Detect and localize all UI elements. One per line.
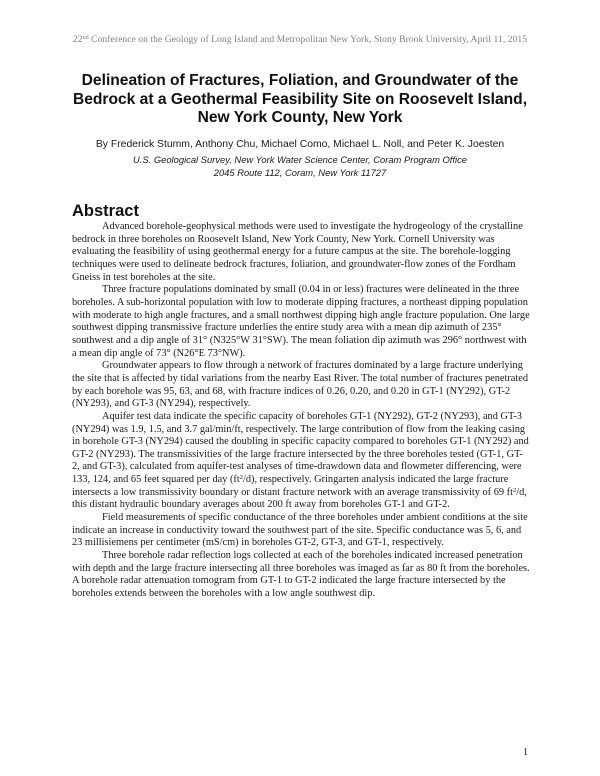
paragraph-4-part-c: /d, this distant hydraulic boundary averages about 200 ft away from boreholes GT-1 and GT-2. (72, 486, 527, 511)
header-ordinal: 22 (72, 34, 83, 45)
affiliation-organization: U.S. Geological Survey, New York Water Science Center, Coram Program Office (133, 154, 467, 165)
abstract-paragraph-3: Groundwater appears to flow through a network of fractures dominated by a large fracture underlying the site that is affected by tidal variations from the nearby East River. The total number of fractures penetrated by each borehole was 95, 63, and 68, with fracture indices of 0.26, 0.20, and 0.20 in GT-1 (NY292), GT-2 (NY293), and GT-3 (NY294), respectively. (72, 360, 529, 410)
superscript-squared: 2 (512, 486, 517, 494)
header-text: Conference on the Geology of Long Island and Metropolitan New York, Stony Brook University, April 11, 2015 (88, 34, 528, 45)
page-number: 1 (523, 747, 528, 758)
paper-title: Delineation of Fractures, Foliation, and Groundwater of the Bedrock at a Geothermal Feasibility Site on Roosevelt Island, New York County, New York (72, 72, 528, 126)
abstract-body (72, 221, 530, 601)
abstract-paragraph-1: Advanced borehole-geophysical methods were used to investigate the hydrogeology of the crystalline bedrock in three boreholes on Roosevelt Island, New York County, New York. Cornell University was evaluating the feasibility of using geothermal energy for a future campus at the site. The borehole-logging techniques were used to delineate bedrock fractures, foliation, and groundwater-flow zones of the Fordham Gneiss in test boreholes at the site. (72, 221, 523, 283)
abstract-paragraph-6: Three borehole radar reflection logs collected at each of the boreholes indicated increased penetration with depth and the large fracture intersecting all three boreholes was imaged as far as 80 ft from the boreholes. A borehole radar attenuation tomogram from GT-1 to GT-2 indicated the large fracture intersected by the boreholes extends between the boreholes with a low angle southwest dip. (72, 550, 530, 600)
abstract-heading: Abstract (72, 202, 139, 220)
abstract-paragraph-2: Three fracture populations dominated by small (0.04 in or less) fractures were delineated in the three boreholes. A sub-horizontal population with low to moderate dipping fractures, a northeast dipping population with moderate to high angle fractures, and a small northwest dipping high angle fracture population. One large southwest dipping transmissive fracture underlies the entire study area with a mean dip azimuth of 235° southwest and a dip angle of 31° (N325°W 31°SW). The mean foliation dip azimuth was 296° northwest with a mean dip angle of 73° (N26°E 73°NW). (72, 284, 530, 359)
conference-header (0, 34, 600, 45)
affiliation-address: 2045 Route 112, Coram, New York 11727 (213, 167, 387, 178)
paragraph-4-part-b: /d), respectively. Gringarten analysis indicated the large fracture intersects a low transmissivity boundary or distant fracture network with an average transmissivity of 69 ft (72, 474, 513, 498)
header-ordinal-suffix: nd (82, 35, 89, 41)
superscript-squared: 2 (239, 474, 243, 482)
abstract-paragraph-5: Field measurements of specific conductance of the three boreholes under ambient conditions at the site indicate an increase in conductivity toward the southwest part of the site. Specific conductance was 5, 6, and 23 millisiemens per centimeter (mS/cm) in boreholes GT-2, GT-3, and GT-1, respectively. (72, 512, 528, 549)
author-list: By Frederick Stumm, Anthony Chu, Michael Como, Michael L. Noll, and Peter K. Joesten (95, 139, 505, 150)
paragraph-4-part-a: Aquifer test data indicate the specific capacity of boreholes GT-1 (NY292), GT-2 (NY293), and GT-3 (NY294) was 1.9, 1.5, and 3.7 gal/min/ft, respectively. The large contribution of flow from the leaking casing in borehole GT-3 (NY294) caused the doubling in specific capacity compared to boreholes GT-1 (NY292) and GT-2 (NY293). The transmissivities of the large fracture intersected by the three boreholes tested (GT-1, GT-2, and GT-3), calculated from aquifer-test analyses of time-drawdown data and flowmeter differencing, were 133, 124, and 65 feet squared per day (ft (72, 410, 529, 486)
abstract-paragraph-4 (72, 411, 530, 512)
